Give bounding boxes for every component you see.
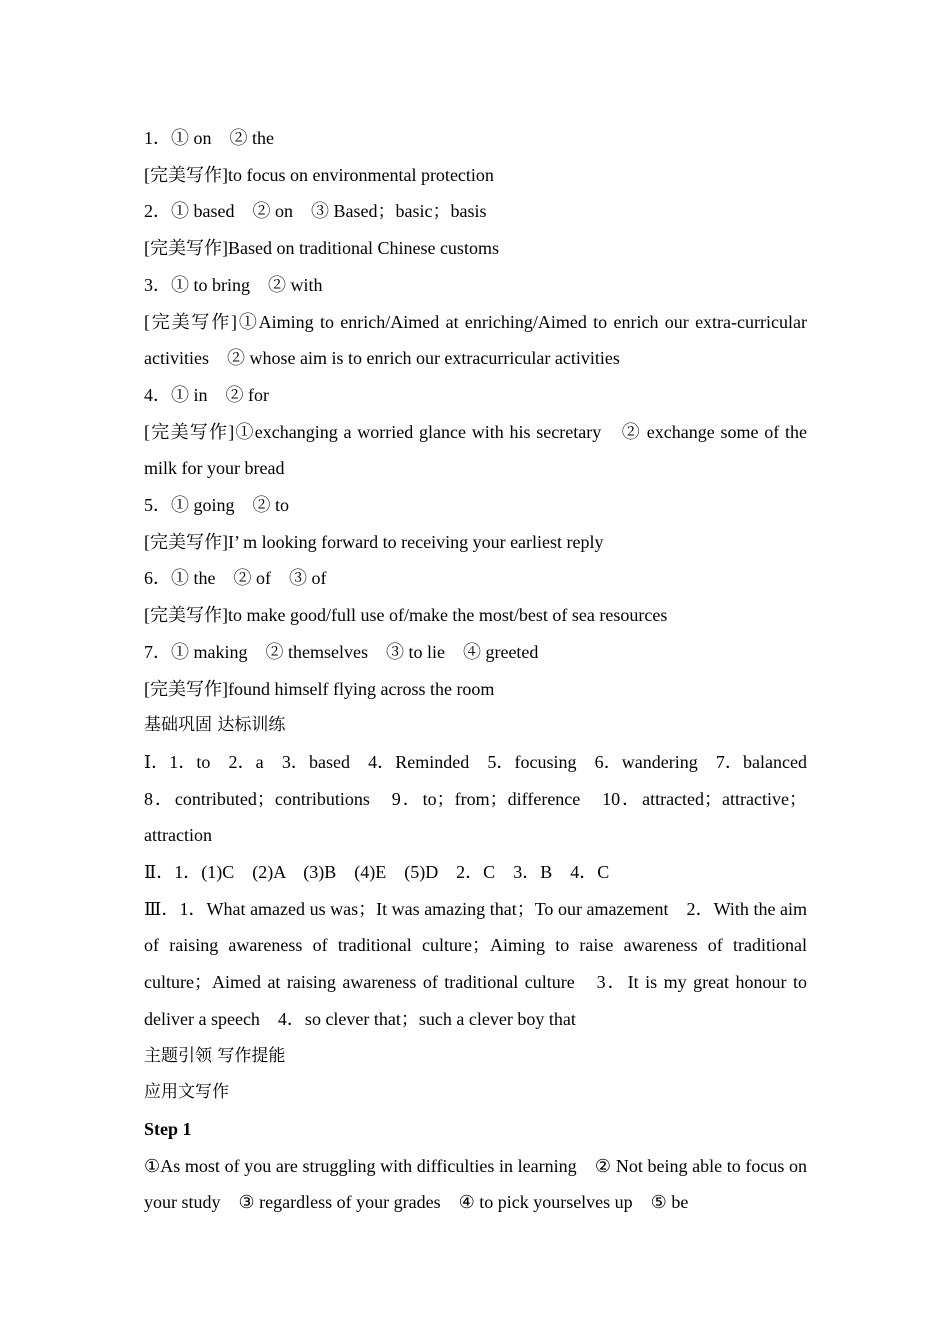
answer-4-writing: [完美写作]①exchanging a worried glance with his secretary ② exchange some of the milk for your bread (144, 421, 807, 479)
answer-4-blanks: 4．① in ② for (144, 384, 269, 405)
answer-3-blanks: 3．① to bring ② with (144, 274, 323, 295)
exercise-part-3-answers: Ⅲ．1．What amazed us was；It was amazing that；To our amazement 2．With the aim of raising awareness of traditional culture；Aiming to raise awareness of traditional culture；Aimed at raising awareness of traditional culture 3．It is my great honour to deliver a speech 4．so clever that；such a clever boy that (144, 898, 807, 1029)
section-heading-practical-writing: 应用文写作 (144, 1082, 229, 1103)
exercise-part-2-answers: Ⅱ．1．(1)C (2)A (3)B (4)E (5)D 2．C 3．B 4．C (144, 862, 610, 883)
answer-key-page (144, 120, 825, 1221)
answer-7-blanks: 7．① making ② themselves ③ to lie ④ greeted (144, 641, 539, 662)
section-heading-theme-writing: 主题引领 写作提能 (144, 1045, 286, 1066)
answer-5-writing: [完美写作]I’ m looking forward to receiving your earliest reply (144, 531, 604, 552)
answer-5-blanks: 5．① going ② to (144, 495, 290, 516)
section-heading-basic-training: 基础巩固 达标训练 (144, 715, 286, 736)
answer-3-writing: [完美写作]①Aiming to enrich/Aimed at enriching/Aimed to enrich our extra-curricular activities ② whose aim is to enrich our extracurricular activities (144, 311, 807, 369)
answer-6-writing: [完美写作]to make good/full use of/make the most/best of sea resources (144, 605, 668, 626)
answer-6-blanks: 6．① the ② of ③ of (144, 568, 327, 589)
answer-1-blanks: 1．① on ② the (144, 128, 274, 148)
exercise-part-1-answers: Ⅰ．1．to 2．a 3．based 4．Reminded 5．focusing 6．wandering 7．balanced 8．contributed；contributions 9．to；from；difference 10．attracted；attractive；attraction (144, 751, 825, 846)
answer-1-writing: [完美写作]to focus on environmental protection (144, 164, 494, 185)
step-1-answers: ①As most of you are struggling with difficulties in learning ② Not being able to focus on your study ③ regardless of your grades ④ to pick yourselves up ⑤ be (144, 1155, 807, 1213)
step-1-heading: Step 1 (144, 1118, 192, 1139)
answer-7-writing: [完美写作]found himself flying across the room (144, 678, 495, 699)
answer-2-writing: [完美写作]Based on traditional Chinese customs (144, 238, 499, 259)
answer-2-blanks: 2．① based ② on ③ Based；basic；basis (144, 201, 487, 222)
